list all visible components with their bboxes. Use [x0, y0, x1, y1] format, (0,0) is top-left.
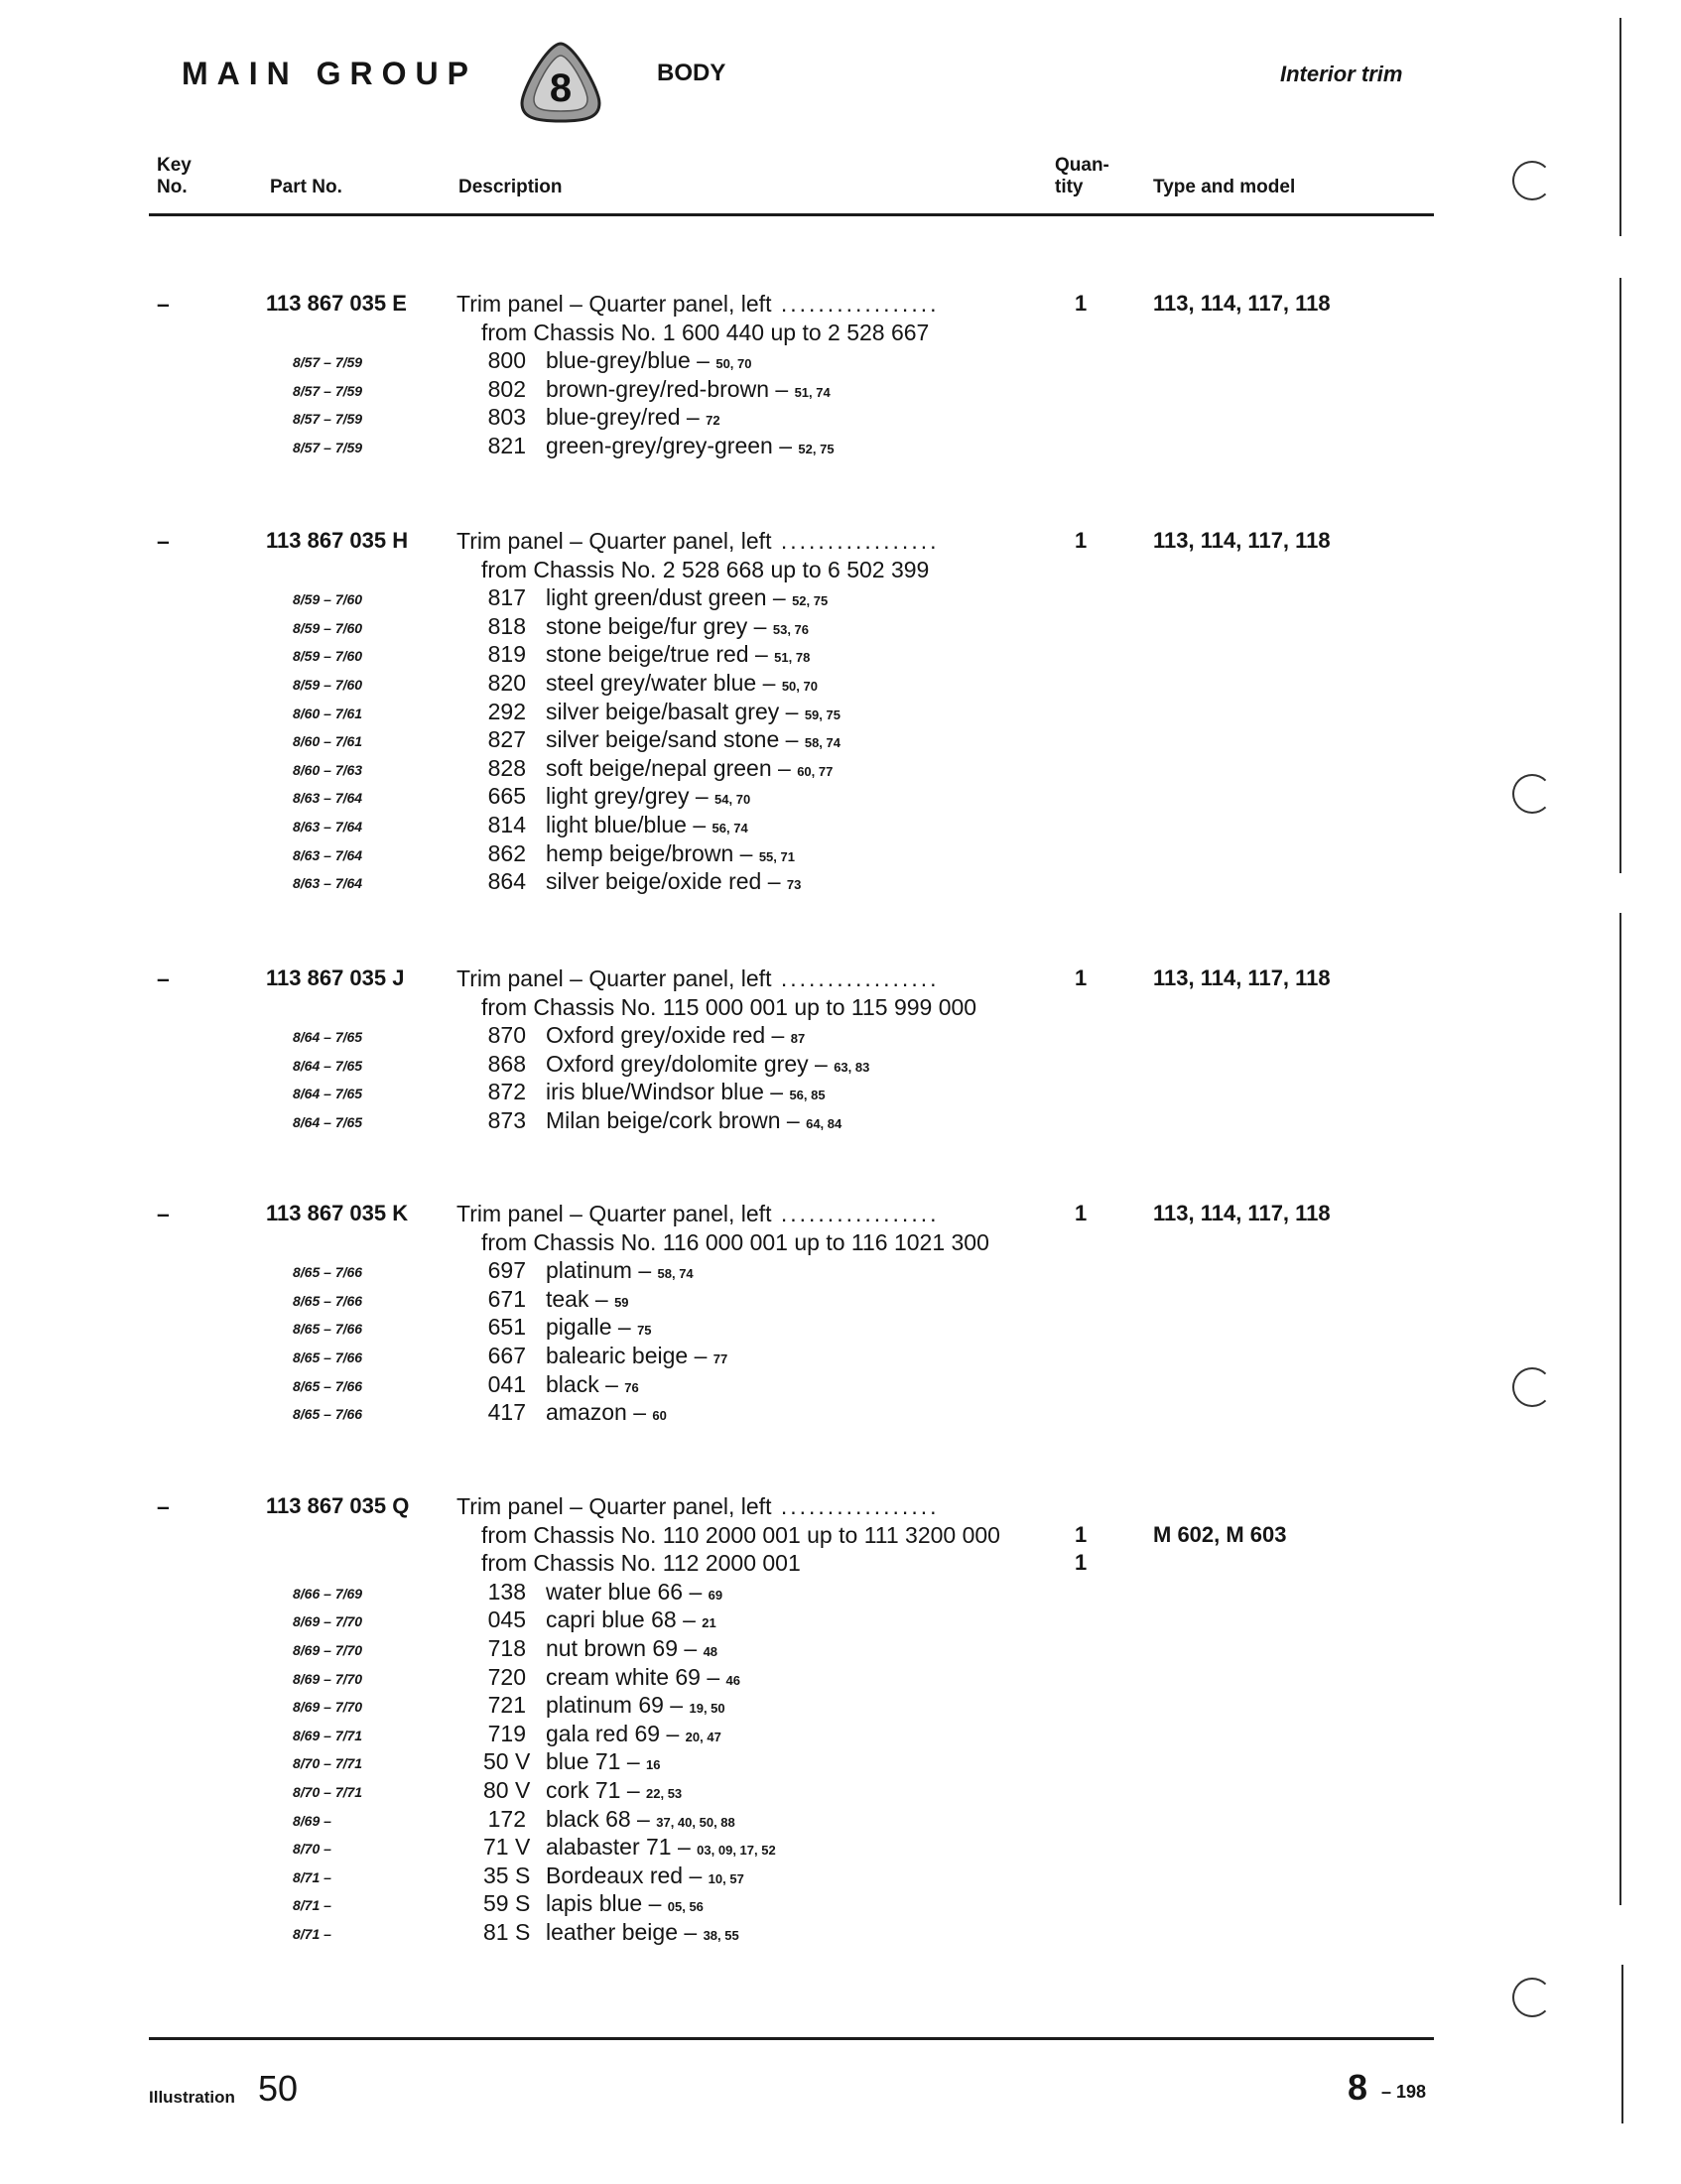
color-dash: –: [663, 1692, 690, 1719]
color-ref-numbers: 16: [646, 1757, 661, 1773]
color-date-range: 8/70 –: [293, 1841, 331, 1858]
color-name-line: [546, 1257, 694, 1284]
binder-edge-line: [1621, 1965, 1623, 2123]
color-dash: –: [683, 1862, 709, 1888]
color-name-line: [546, 783, 750, 810]
part-quantity: 1: [1075, 528, 1088, 553]
color-dash: –: [700, 1663, 726, 1690]
color-date-range: 8/66 – 7/69: [293, 1585, 363, 1602]
color-name-line: [546, 1579, 722, 1606]
color-code: 81 S: [483, 1919, 531, 1945]
color-name-line: [546, 840, 795, 867]
color-dash: –: [771, 754, 798, 781]
color-ref-numbers: 51, 78: [774, 650, 811, 666]
color-date-range: 8/59 – 7/60: [293, 648, 363, 665]
color-date-range: 8/71 –: [293, 1926, 331, 1942]
color-date-range: 8/64 – 7/65: [293, 1086, 363, 1102]
color-dash: –: [763, 1079, 790, 1105]
color-ref-numbers: 76: [624, 1379, 639, 1395]
page-sub-number: – 198: [1381, 2082, 1427, 2102]
color-date-range: 8/60 – 7/61: [293, 705, 363, 721]
color-name: blue-grey/blue: [546, 347, 691, 374]
color-code: 873: [487, 1107, 526, 1133]
binder-hole-icon: [1512, 774, 1552, 814]
color-name: leather beige: [546, 1919, 678, 1945]
color-name: capri blue 68: [546, 1606, 677, 1633]
chassis-range: from Chassis No. 110 2000 001 up to 111 3200 000: [481, 1521, 1000, 1548]
color-name: pigalle: [546, 1314, 612, 1341]
color-date-range: 8/57 – 7/59: [293, 440, 363, 455]
color-code: 802: [487, 375, 526, 402]
color-name: steel grey/water blue: [546, 670, 757, 696]
color-name: lapis blue: [546, 1890, 643, 1917]
part-quantity: 1: [1075, 965, 1088, 990]
color-name-line: [546, 755, 833, 782]
header-rule: [149, 213, 1434, 216]
color-date-range: 8/65 – 7/66: [293, 1377, 363, 1394]
color-dash: –: [772, 433, 799, 458]
color-date-range: 8/57 – 7/59: [293, 382, 363, 399]
color-ref-numbers: 52, 75: [798, 442, 835, 456]
color-ref-numbers: 72: [706, 413, 720, 429]
col-type-model: Type and model: [1153, 177, 1296, 197]
key-no: –: [157, 1493, 170, 1519]
color-code: 71 V: [483, 1834, 531, 1861]
color-code: 671: [487, 1285, 526, 1312]
color-code: 818: [487, 612, 526, 639]
color-name: nut brown 69: [546, 1635, 678, 1661]
color-dash: –: [630, 1805, 657, 1832]
color-ref-numbers: 56, 74: [711, 821, 748, 835]
color-code: 138: [487, 1578, 526, 1605]
part-number: 113 867 035 E: [266, 291, 407, 316]
binder-hole-icon: [1512, 1367, 1552, 1407]
part-number: 113 867 035 H: [266, 528, 409, 553]
color-code: 697: [487, 1257, 526, 1284]
col-qty-line1: Quan-: [1055, 155, 1109, 176]
col-key-line1: Key: [157, 155, 192, 176]
color-code: 35 S: [483, 1862, 531, 1888]
color-date-range: 8/65 – 7/66: [293, 1321, 363, 1338]
color-name-line: [546, 1664, 740, 1691]
color-dash: –: [671, 1834, 698, 1861]
color-code: 862: [487, 839, 526, 866]
color-name: brown-grey/red-brown: [546, 375, 769, 402]
color-name-line: [546, 699, 840, 725]
color-date-range: 8/64 – 7/65: [293, 1029, 363, 1046]
color-code: 292: [487, 698, 526, 724]
color-name: alabaster 71: [546, 1834, 672, 1861]
color-ref-numbers: 50, 70: [781, 679, 818, 694]
color-ref-numbers: 46: [725, 1672, 741, 1688]
color-ref-numbers: 59, 75: [804, 707, 840, 722]
color-name: green-grey/grey-green: [546, 433, 773, 458]
color-name-line: [546, 812, 748, 838]
color-date-range: 8/65 – 7/66: [293, 1292, 363, 1309]
color-name-line: [546, 1286, 629, 1313]
col-description: Description: [458, 177, 563, 197]
color-name: platinum: [546, 1257, 632, 1284]
leader-dots: .................: [771, 965, 940, 991]
leader-dots: .................: [771, 1493, 940, 1519]
color-dash: –: [688, 1343, 713, 1368]
color-name: cream white 69: [546, 1663, 701, 1690]
page-number: 8: [1348, 2067, 1368, 2108]
color-ref-numbers: 75: [637, 1323, 652, 1339]
key-no: –: [157, 1201, 170, 1226]
color-name-line: [546, 1777, 682, 1804]
color-name-line: [546, 868, 801, 895]
leader-dots: .................: [771, 1201, 940, 1226]
part-number: 113 867 035 J: [266, 965, 405, 990]
color-code: 821: [487, 433, 526, 458]
color-ref-numbers: 19, 50: [689, 1701, 725, 1717]
color-ref-numbers: 53, 76: [772, 621, 810, 637]
color-ref-numbers: 22, 53: [646, 1786, 683, 1801]
color-date-range: 8/60 – 7/63: [293, 761, 363, 778]
group-badge: [516, 38, 605, 127]
color-date-range: 8/63 – 7/64: [293, 846, 363, 863]
color-dash: –: [677, 1635, 704, 1661]
chassis-quantity: 1: [1075, 1521, 1088, 1547]
color-ref-numbers: 60: [652, 1408, 667, 1424]
color-ref-numbers: 10, 57: [708, 1870, 744, 1886]
color-name: blue 71: [546, 1748, 621, 1775]
color-name: silver beige/sand stone: [546, 726, 780, 753]
color-code: 864: [487, 868, 526, 895]
color-code: 59 S: [483, 1890, 531, 1917]
color-dash: –: [683, 1578, 709, 1605]
part-description-text: Trim panel – Quarter panel, left: [456, 528, 772, 554]
chassis-range: from Chassis No. 1 600 440 up to 2 528 667: [481, 319, 930, 345]
color-ref-numbers: 56, 85: [789, 1088, 826, 1103]
color-name: Bordeaux red: [546, 1862, 684, 1888]
color-name-line: [546, 1863, 744, 1889]
color-name: platinum 69: [546, 1692, 664, 1719]
color-dash: –: [680, 404, 707, 431]
color-date-range: 8/57 – 7/59: [293, 411, 363, 428]
color-name: black 68: [546, 1805, 631, 1832]
part-quantity: 1: [1075, 1201, 1088, 1225]
color-date-range: 8/64 – 7/65: [293, 1114, 363, 1130]
color-ref-numbers: 38, 55: [703, 1928, 739, 1943]
color-name-line: [546, 641, 810, 668]
group-number: 8: [549, 66, 573, 110]
color-name: Milan beige/cork brown: [546, 1107, 781, 1133]
col-quantity: [1055, 155, 1109, 198]
color-ref-numbers: 87: [790, 1031, 806, 1047]
color-name: water blue 66: [546, 1578, 684, 1605]
color-dash: –: [733, 839, 759, 866]
color-name: stone beige/fur grey: [546, 612, 748, 639]
color-ref-numbers: 51, 74: [794, 384, 831, 400]
footer-rule: [149, 2037, 1434, 2040]
subsection-title: Interior trim: [1280, 62, 1403, 86]
part-description-text: Trim panel – Quarter panel, left: [456, 1201, 772, 1226]
binder-edge-line: [1619, 278, 1621, 873]
col-part-no: Part No.: [270, 177, 342, 197]
color-code: 50 V: [483, 1748, 531, 1775]
color-date-range: 8/70 – 7/71: [293, 1755, 363, 1772]
color-ref-numbers: 77: [712, 1351, 728, 1366]
color-date-range: 8/57 – 7/59: [293, 354, 363, 371]
color-dash: –: [808, 1050, 835, 1077]
color-date-range: 8/71 –: [293, 1897, 331, 1914]
color-code: 868: [487, 1050, 526, 1077]
color-code: 814: [487, 812, 526, 837]
color-name-line: [546, 1692, 725, 1719]
color-date-range: 8/59 – 7/60: [293, 591, 363, 608]
color-dash: –: [631, 1257, 658, 1284]
color-code: 719: [487, 1720, 526, 1746]
color-ref-numbers: 59: [614, 1294, 629, 1310]
chassis-range: from Chassis No. 115 000 001 up to 115 999 000: [481, 993, 977, 1020]
color-date-range: 8/63 – 7/64: [293, 790, 363, 807]
part-description: [456, 1493, 940, 1520]
color-date-range: 8/69 – 7/70: [293, 1670, 363, 1687]
illustration-label: Illustration: [149, 2088, 235, 2107]
color-name-line: [546, 1919, 739, 1946]
color-name: teak: [546, 1285, 589, 1312]
color-code: 720: [487, 1663, 526, 1690]
color-name-line: [546, 347, 752, 374]
type-model: M 602, M 603: [1153, 1521, 1287, 1547]
col-key-no: [157, 155, 192, 198]
part-description: [456, 1201, 940, 1227]
type-model: 113, 114, 117, 118: [1153, 528, 1331, 553]
color-date-range: 8/63 – 7/64: [293, 875, 363, 892]
color-date-range: 8/65 – 7/66: [293, 1406, 363, 1423]
part-description-text: Trim panel – Quarter panel, left: [456, 291, 772, 317]
color-ref-numbers: 52, 75: [792, 593, 829, 609]
color-ref-numbers: 20, 47: [685, 1729, 721, 1744]
part-description-text: Trim panel – Quarter panel, left: [456, 965, 772, 991]
color-dash: –: [611, 1314, 638, 1341]
group-badge-icon: [516, 38, 605, 127]
color-ref-numbers: 60, 77: [797, 763, 834, 779]
color-dash: –: [779, 698, 805, 724]
key-no: –: [157, 291, 170, 317]
color-name-line: [546, 1806, 735, 1833]
color-name-line: [546, 1051, 869, 1078]
col-key-line2: No.: [157, 177, 188, 197]
color-code: 827: [487, 726, 526, 753]
col-qty-line2: tity: [1055, 177, 1084, 197]
color-name-line: [546, 613, 809, 640]
type-model: 113, 114, 117, 118: [1153, 965, 1331, 990]
color-name-line: [546, 1079, 826, 1105]
color-name-line: [546, 584, 828, 611]
color-name: Oxford grey/dolomite grey: [546, 1050, 809, 1077]
color-name-line: [546, 1721, 721, 1747]
color-code: 718: [487, 1635, 526, 1661]
part-description: [456, 528, 940, 555]
color-name-line: [546, 1107, 841, 1134]
color-code: 041: [487, 1370, 526, 1397]
color-code: 800: [487, 347, 526, 374]
color-code: 817: [487, 584, 526, 611]
color-dash: –: [626, 1399, 653, 1426]
color-date-range: 8/65 – 7/66: [293, 1264, 363, 1281]
part-description-text: Trim panel – Quarter panel, left: [456, 1493, 772, 1519]
color-ref-numbers: 58, 74: [804, 735, 840, 751]
color-date-range: 8/59 – 7/60: [293, 677, 363, 693]
color-name: cork 71: [546, 1777, 621, 1803]
part-quantity: 1: [1075, 291, 1088, 316]
color-date-range: 8/69 – 7/70: [293, 1699, 363, 1716]
color-ref-numbers: 73: [786, 877, 802, 893]
color-code: 045: [487, 1606, 526, 1633]
section-title: BODY: [657, 60, 726, 86]
binder-hole-icon: [1512, 1978, 1552, 2017]
part-number: 113 867 035 Q: [266, 1493, 410, 1518]
color-dash: –: [768, 375, 795, 402]
color-dash: –: [598, 1370, 625, 1397]
color-name: light blue/blue: [546, 812, 687, 837]
key-no: –: [157, 528, 170, 554]
color-code: 651: [487, 1314, 526, 1341]
color-dash: –: [756, 670, 782, 696]
color-code: 665: [487, 783, 526, 810]
color-ref-numbers: 54, 70: [714, 792, 751, 808]
color-date-range: 8/69 –: [293, 1812, 331, 1829]
color-dash: –: [761, 868, 787, 895]
color-ref-numbers: 48: [703, 1644, 718, 1659]
color-dash: –: [780, 1107, 807, 1133]
color-code: 819: [487, 641, 526, 668]
illustration-number: 50: [258, 2068, 299, 2109]
color-name: amazon: [546, 1399, 627, 1426]
color-code: 721: [487, 1692, 526, 1719]
leader-dots: .................: [771, 291, 940, 317]
color-date-range: 8/63 – 7/64: [293, 819, 363, 835]
color-dash: –: [678, 1919, 704, 1945]
color-dash: –: [690, 347, 716, 374]
color-name-line: [546, 726, 840, 753]
chassis-range: from Chassis No. 116 000 001 up to 116 1021 300: [481, 1228, 989, 1255]
color-name: silver beige/basalt grey: [546, 698, 780, 724]
color-name-line: [546, 433, 835, 459]
color-name: hemp beige/brown: [546, 839, 734, 866]
color-dash: –: [620, 1748, 647, 1775]
color-name-line: [546, 1022, 805, 1049]
color-code: 803: [487, 404, 526, 431]
color-date-range: 8/69 – 7/71: [293, 1727, 363, 1743]
type-model: 113, 114, 117, 118: [1153, 1201, 1331, 1225]
color-code: 172: [487, 1805, 526, 1832]
color-dash: –: [765, 1022, 791, 1049]
chassis-range: from Chassis No. 112 2000 001: [481, 1550, 801, 1577]
main-group-title: MAIN GROUP: [182, 56, 477, 91]
color-name-line: [546, 1314, 652, 1341]
color-name-line: [546, 1606, 716, 1633]
color-name-line: [546, 670, 818, 697]
color-ref-numbers: 69: [708, 1587, 723, 1603]
color-name: blue-grey/red: [546, 404, 681, 431]
color-dash: –: [588, 1285, 615, 1312]
chassis-quantity: 1: [1075, 1550, 1088, 1576]
type-model: 113, 114, 117, 118: [1153, 291, 1331, 316]
color-name: silver beige/oxide red: [546, 868, 762, 895]
color-date-range: 8/59 – 7/60: [293, 619, 363, 636]
color-ref-numbers: 63, 83: [834, 1059, 870, 1075]
color-name-line: [546, 1635, 717, 1662]
color-ref-numbers: 05, 56: [667, 1899, 704, 1915]
color-code: 80 V: [483, 1777, 531, 1803]
color-ref-numbers: 21: [702, 1615, 716, 1631]
color-dash: –: [779, 726, 805, 753]
color-date-range: 8/64 – 7/65: [293, 1057, 363, 1074]
color-ref-numbers: 50, 70: [715, 356, 752, 372]
part-description: [456, 965, 940, 992]
color-name: soft beige/nepal green: [546, 754, 772, 781]
color-name-line: [546, 1890, 704, 1917]
color-name-line: [546, 1399, 667, 1426]
color-name: iris blue/Windsor blue: [546, 1079, 764, 1105]
color-name: Oxford grey/oxide red: [546, 1022, 766, 1049]
color-code: 667: [487, 1343, 526, 1368]
part-description: [456, 291, 940, 318]
binder-edge-line: [1619, 913, 1621, 1905]
color-name: stone beige/true red: [546, 641, 749, 668]
color-date-range: 8/69 – 7/70: [293, 1613, 363, 1630]
color-name-line: [546, 1343, 727, 1369]
color-code: 828: [487, 754, 526, 781]
color-dash: –: [676, 1606, 703, 1633]
color-name: black: [546, 1370, 599, 1397]
color-dash: –: [747, 612, 773, 639]
leader-dots: .................: [771, 528, 940, 554]
color-code: 820: [487, 670, 526, 696]
key-no: –: [157, 965, 170, 991]
color-dash: –: [642, 1890, 668, 1917]
color-name: light green/dust green: [546, 584, 767, 611]
color-name: balearic beige: [546, 1343, 689, 1368]
color-code: 417: [487, 1399, 526, 1426]
color-date-range: 8/65 – 7/66: [293, 1349, 363, 1365]
color-dash: –: [689, 783, 715, 810]
chassis-range: from Chassis No. 2 528 668 up to 6 502 399: [481, 556, 930, 582]
color-ref-numbers: 64, 84: [806, 1116, 842, 1131]
color-ref-numbers: 58, 74: [657, 1266, 694, 1282]
color-name-line: [546, 404, 720, 431]
color-dash: –: [686, 812, 712, 837]
color-date-range: 8/71 –: [293, 1868, 331, 1885]
color-ref-numbers: 37, 40, 50, 88: [656, 1814, 735, 1830]
color-date-range: 8/70 – 7/71: [293, 1784, 363, 1800]
part-number: 113 867 035 K: [266, 1201, 409, 1225]
color-dash: –: [660, 1720, 686, 1746]
color-dash: –: [748, 641, 775, 668]
color-dash: –: [620, 1777, 647, 1803]
color-name: gala red 69: [546, 1720, 661, 1746]
color-ref-numbers: 55, 71: [758, 848, 795, 864]
color-name-line: [546, 1748, 661, 1775]
color-name: light grey/grey: [546, 783, 690, 810]
color-name-line: [546, 376, 831, 403]
binder-hole-icon: [1512, 161, 1552, 200]
color-name-line: [546, 1371, 639, 1398]
color-dash: –: [766, 584, 793, 611]
binder-edge-line: [1619, 18, 1621, 236]
color-name-line: [546, 1834, 776, 1861]
color-date-range: 8/69 – 7/70: [293, 1642, 363, 1658]
color-code: 870: [487, 1022, 526, 1049]
color-ref-numbers: 03, 09, 17, 52: [697, 1843, 776, 1859]
color-date-range: 8/60 – 7/61: [293, 733, 363, 750]
color-code: 872: [487, 1079, 526, 1105]
